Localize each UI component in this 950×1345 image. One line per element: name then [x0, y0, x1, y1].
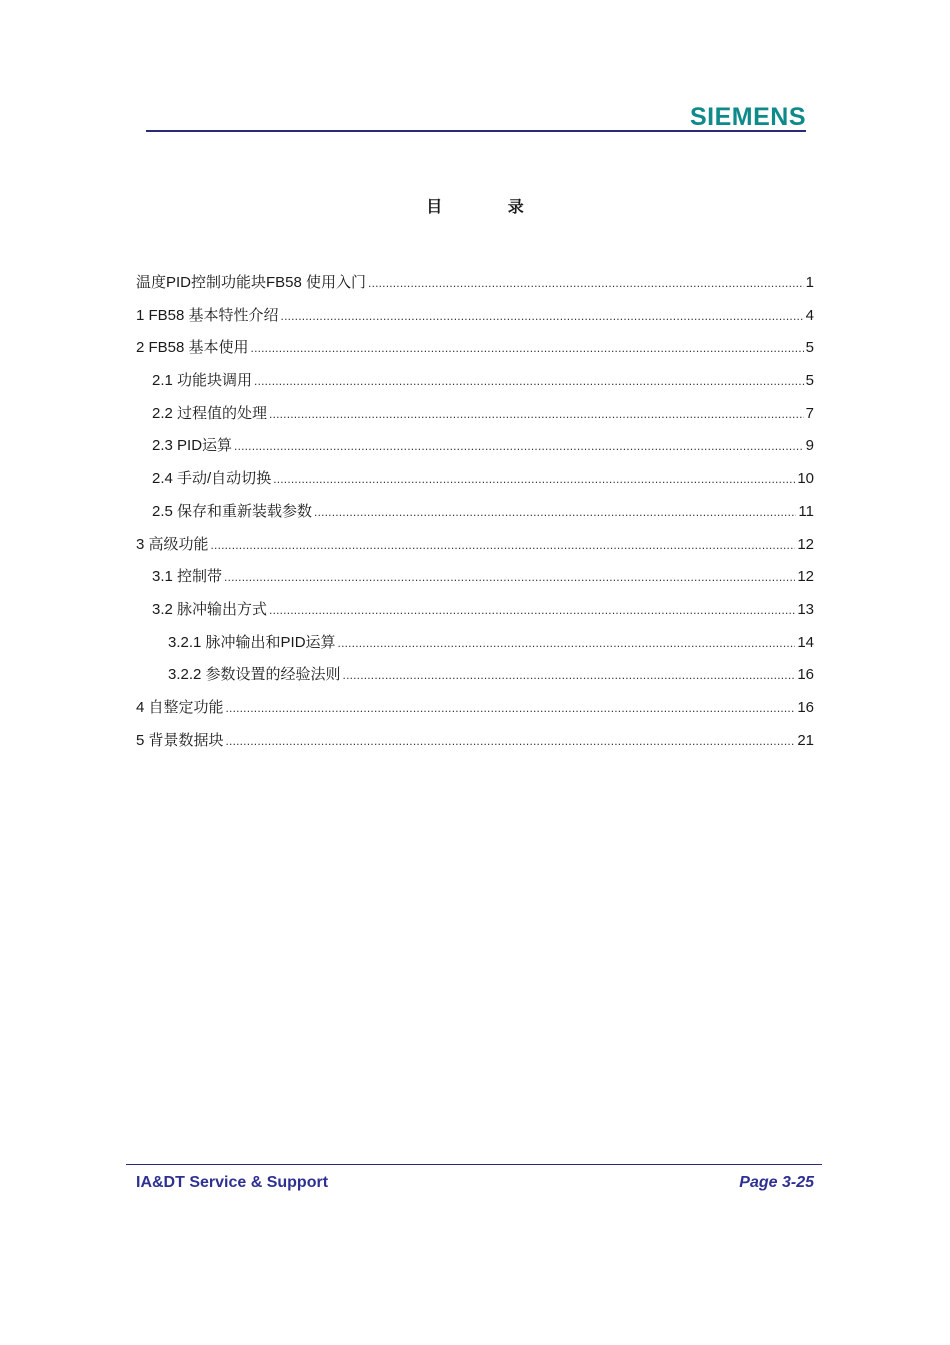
toc-entry[interactable] [136, 534, 814, 567]
toc-entry[interactable] [136, 501, 814, 534]
toc-entry-label: 1 FB58 基本特性介绍 [136, 306, 279, 324]
toc-entry-label: 2.1 功能块调用 [152, 372, 253, 390]
toc-entry-label: 3.1 控制带 [152, 568, 223, 586]
toc-entry[interactable] [136, 697, 814, 730]
footer-service-text: IA&DT Service & Support [136, 1174, 329, 1191]
toc-entry-label: 5 背景数据块 [136, 731, 224, 749]
table-of-contents [136, 272, 814, 762]
toc-entry-label: 3.2.1 脉冲输出和PID运算 [168, 633, 336, 651]
toc-title: 目 录 [426, 197, 554, 216]
siemens-logo: SIEMENS [689, 103, 806, 131]
toc-entry-page: 10 [797, 470, 814, 488]
toc-entry-label: 2.3 PID运算 [152, 437, 233, 455]
toc-entry-label: 2 FB58 基本使用 [136, 339, 249, 357]
toc-dot-leader [254, 370, 804, 392]
toc-entry[interactable] [136, 272, 814, 305]
toc-dot-leader [269, 599, 795, 621]
toc-entry[interactable] [136, 305, 814, 338]
toc-entry[interactable] [136, 664, 814, 697]
toc-dot-leader [211, 534, 796, 556]
toc-dot-leader [338, 632, 796, 654]
toc-entry-page: 11 [798, 502, 814, 520]
toc-entry-page: 14 [797, 633, 814, 651]
toc-dot-leader [226, 697, 796, 719]
toc-entry-label: 4 自整定功能 [136, 698, 224, 716]
toc-entry[interactable] [136, 566, 814, 599]
toc-entry-page: 9 [805, 437, 814, 455]
toc-entry-page: 1 [805, 274, 814, 291]
toc-dot-leader [281, 305, 804, 327]
toc-dot-leader [234, 435, 804, 457]
toc-entry-label: 3.2 脉冲输出方式 [152, 600, 268, 618]
toc-entry-page: 13 [797, 600, 814, 618]
toc-entry-page: 5 [805, 372, 814, 390]
toc-entry-page: 7 [805, 404, 814, 422]
toc-entry[interactable] [136, 599, 814, 632]
footer-page-number: Page 3-25 [739, 1174, 814, 1191]
toc-entry-page: 4 [805, 306, 814, 324]
toc-dot-leader [226, 730, 796, 752]
toc-entry-page: 5 [805, 339, 814, 357]
toc-entry[interactable] [136, 435, 814, 468]
footer-rule [126, 1164, 822, 1165]
toc-entry-page: 21 [797, 731, 814, 749]
toc-entry-label: 2.5 保存和重新装载参数 [152, 502, 313, 520]
toc-entry-label: 3.2.2 参数设置的经验法则 [168, 666, 341, 684]
toc-entry[interactable] [136, 468, 814, 501]
toc-dot-leader [368, 272, 804, 294]
toc-dot-leader [251, 337, 804, 359]
header-rule [146, 130, 806, 132]
toc-entry[interactable] [136, 730, 814, 763]
toc-dot-leader [343, 664, 796, 686]
toc-entry[interactable] [136, 632, 814, 665]
toc-entry-label: 3 高级功能 [136, 535, 209, 553]
toc-entry-page: 12 [797, 568, 814, 586]
toc-entry-page: 12 [797, 535, 814, 553]
toc-entry-label: 温度PID控制功能块FB58 使用入门 [136, 274, 367, 291]
toc-entry[interactable] [136, 403, 814, 436]
toc-entry[interactable] [136, 337, 814, 370]
toc-entry-page: 16 [797, 698, 814, 716]
toc-dot-leader [273, 468, 795, 490]
toc-dot-leader [224, 566, 795, 588]
toc-dot-leader [269, 403, 804, 425]
toc-entry-label: 2.4 手动/自动切换 [152, 470, 272, 488]
toc-dot-leader [314, 501, 796, 523]
toc-entry-label: 2.2 过程值的处理 [152, 404, 268, 422]
toc-entry[interactable] [136, 370, 814, 403]
toc-entry-page: 16 [797, 666, 814, 684]
